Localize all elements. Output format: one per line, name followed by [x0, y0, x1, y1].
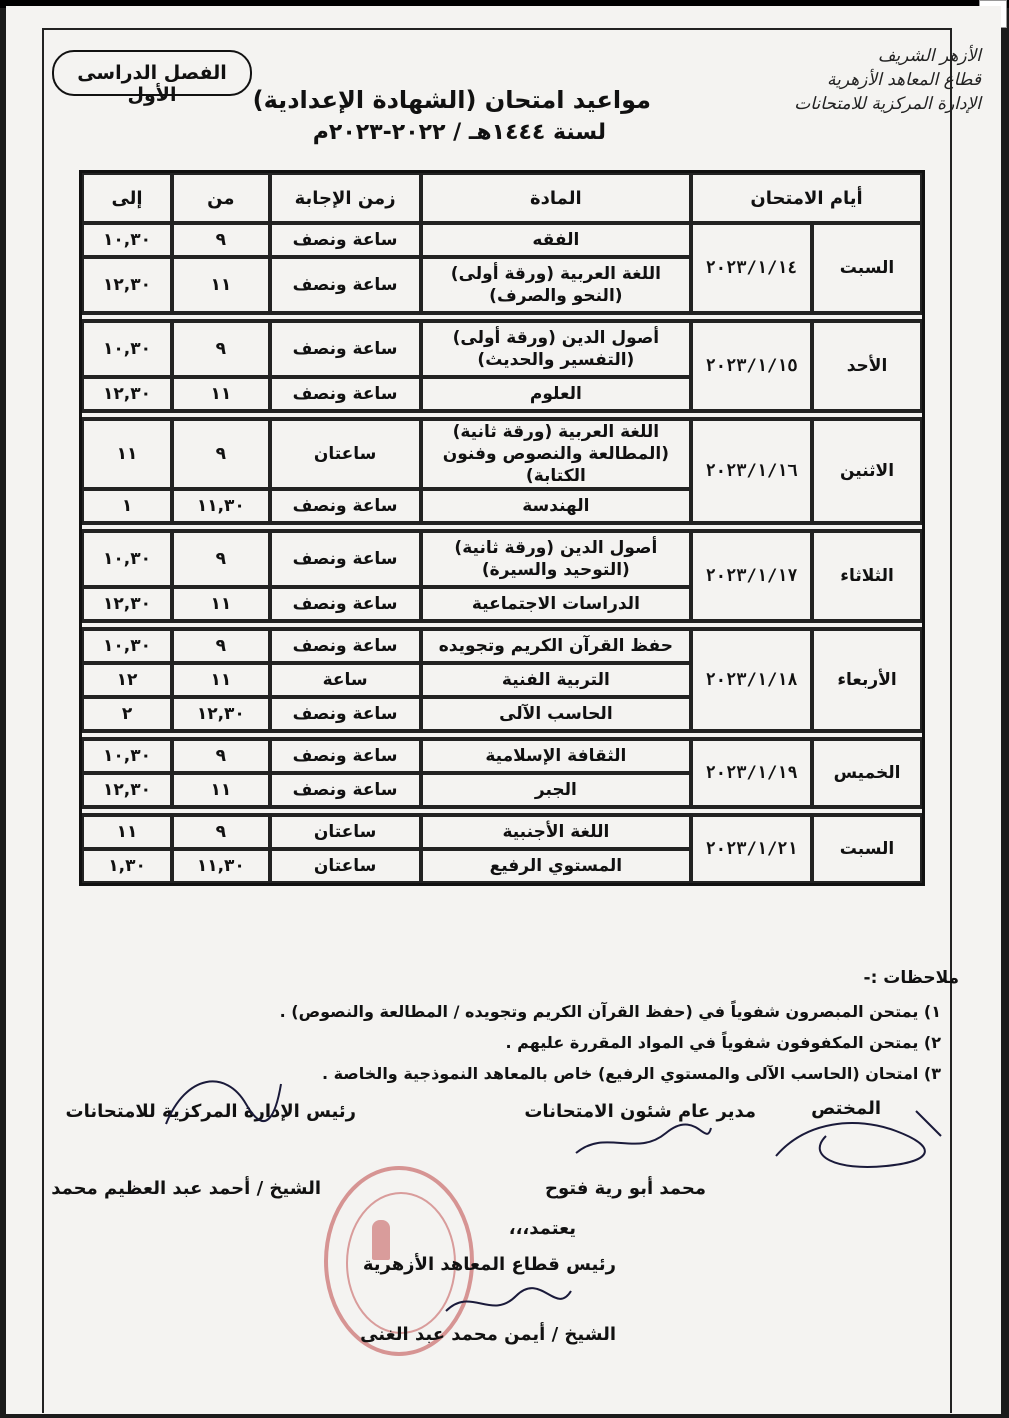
- exam-date: ٢٠٢٣/١/١٤: [691, 223, 812, 313]
- table-header-row: [82, 173, 922, 223]
- to-time-cell: ٢: [82, 697, 172, 731]
- table-row: [82, 223, 922, 257]
- duration-cell: ساعة: [270, 663, 421, 697]
- duration-cell: ساعة ونصف: [270, 257, 421, 313]
- subject-name: الهندسة: [522, 496, 590, 516]
- note-item: ٢) يمتحن المكفوفون شفوياً في المواد المقررة عليهم .: [505, 1033, 941, 1052]
- from-time-cell: ٩: [172, 739, 270, 773]
- group-separator: [82, 411, 922, 419]
- duration-cell: ساعة ونصف: [270, 489, 421, 523]
- subject-name: الجبر: [534, 780, 577, 800]
- exam-date: ٢٠٢٣/١/١٨: [691, 629, 812, 731]
- note-item: ٣) امتحان (الحاسب الآلى والمستوي الرفيع) خاص بالمعاهد النموذجية والخاصة .: [321, 1064, 941, 1083]
- exam-day: السبت: [812, 223, 922, 313]
- sector-head-signature: [436, 1281, 576, 1326]
- document-sheet: [6, 6, 1001, 1414]
- header-duration: زمن الإجابة: [270, 173, 421, 223]
- exam-day: الثلاثاء: [812, 531, 922, 621]
- institution-line-1: الأزهر الشريف: [877, 46, 981, 66]
- subject-name: اللغة الأجنبية: [502, 822, 610, 842]
- exam-date: ٢٠٢٣/١/١٩: [691, 739, 812, 807]
- subject-name: الدراسات الاجتماعية: [471, 594, 640, 614]
- to-time-cell: ١٢,٣٠: [82, 377, 172, 411]
- to-time-cell: ١٢,٣٠: [82, 257, 172, 313]
- institution-header: [711, 44, 981, 116]
- exam-day: الخميس: [812, 739, 922, 807]
- subject-cell: [421, 773, 692, 807]
- subject-cell: [421, 531, 692, 587]
- subject-name: اللغة العربية (ورقة أولى): [450, 264, 661, 284]
- exam-day: الاثنين: [812, 419, 922, 523]
- from-time-cell: ١١: [172, 587, 270, 621]
- exam-day: الأحد: [812, 321, 922, 411]
- to-time-cell: ١١: [82, 815, 172, 849]
- subject-name: الحاسب الآلى: [499, 704, 613, 724]
- header-from: من: [172, 173, 270, 223]
- to-time-cell: ١١: [82, 419, 172, 489]
- duration-cell: ساعة ونصف: [270, 587, 421, 621]
- subject-cell: [421, 663, 692, 697]
- subject-cell: [421, 223, 692, 257]
- director-title: مدير عام شئون الامتحانات: [524, 1101, 756, 1122]
- table-row: [82, 531, 922, 587]
- from-time-cell: ١١: [172, 773, 270, 807]
- group-separator: [82, 523, 922, 531]
- head-title: رئيس الإدارة المركزية للامتحانات: [65, 1101, 356, 1122]
- duration-cell: ساعتان: [270, 419, 421, 489]
- group-separator: [82, 313, 922, 321]
- from-time-cell: ٩: [172, 419, 270, 489]
- exam-date: ٢٠٢٣/١/١٧: [691, 531, 812, 621]
- table-row: [82, 321, 922, 377]
- subject-detail: (النحو والصرف): [489, 286, 623, 306]
- term-badge: [52, 50, 252, 106]
- subject-cell: [421, 377, 692, 411]
- group-separator: [82, 731, 922, 739]
- header-subject: المادة: [421, 173, 692, 223]
- from-time-cell: ١١,٣٠: [172, 849, 270, 883]
- exam-schedule-table: [79, 170, 925, 886]
- to-time-cell: ١,٣٠: [82, 849, 172, 883]
- to-time-cell: ١٠,٣٠: [82, 531, 172, 587]
- from-time-cell: ١١: [172, 663, 270, 697]
- exam-date: ٢٠٢٣/١/١٦: [691, 419, 812, 523]
- subject-cell: [421, 587, 692, 621]
- from-time-cell: ١٢,٣٠: [172, 697, 270, 731]
- subject-name: الثقافة الإسلامية: [485, 746, 627, 766]
- subject-cell: [421, 321, 692, 377]
- subject-detail: (التوحيد والسيرة): [481, 560, 630, 580]
- subject-name: التربية الفنية: [501, 670, 610, 690]
- subject-name: حفظ القرآن الكريم وتجويده: [438, 636, 674, 656]
- institution-line-2: قطاع المعاهد الأزهرية: [826, 70, 981, 90]
- from-time-cell: ٩: [172, 531, 270, 587]
- duration-cell: ساعة ونصف: [270, 223, 421, 257]
- to-time-cell: ١: [82, 489, 172, 523]
- exam-date: ٢٠٢٣/١/٢١: [691, 815, 812, 883]
- term-badge-label: الفصل الدراسى الأول: [77, 62, 227, 106]
- to-time-cell: ١٠,٣٠: [82, 629, 172, 663]
- subject-cell: [421, 739, 692, 773]
- subject-cell: [421, 489, 692, 523]
- subject-name: أصول الدين (ورقة ثانية): [454, 538, 658, 558]
- subject-cell: [421, 629, 692, 663]
- sector-head-title: رئيس قطاع المعاهد الأزهرية: [362, 1254, 616, 1275]
- header-to: إلى: [82, 173, 172, 223]
- subject-name: المستوي الرفيع: [489, 856, 623, 876]
- subject-cell: [421, 849, 692, 883]
- from-time-cell: ١١: [172, 257, 270, 313]
- duration-cell: ساعتان: [270, 815, 421, 849]
- page-subtitle: لسنة ١٤٤٤هـ / ٢٠٢٢-٢٠٢٣م: [312, 120, 606, 145]
- subject-name: اللغة العربية (ورقة ثانية): [452, 422, 660, 442]
- group-separator: [82, 621, 922, 629]
- exam-day: الأربعاء: [812, 629, 922, 731]
- table-row: [82, 419, 922, 489]
- duration-cell: ساعة ونصف: [270, 377, 421, 411]
- head-signature: [156, 1064, 286, 1134]
- to-time-cell: ١٢,٣٠: [82, 773, 172, 807]
- from-time-cell: ٩: [172, 223, 270, 257]
- to-time-cell: ١٠,٣٠: [82, 321, 172, 377]
- from-time-cell: ٩: [172, 321, 270, 377]
- table-row: [82, 739, 922, 773]
- duration-cell: ساعة ونصف: [270, 531, 421, 587]
- duration-cell: ساعة ونصف: [270, 629, 421, 663]
- specialist-title: المختص: [811, 1098, 881, 1119]
- subject-detail: (المطالعة والنصوص وفنون الكتابة): [442, 444, 669, 486]
- from-time-cell: ٩: [172, 815, 270, 849]
- from-time-cell: ١١: [172, 377, 270, 411]
- duration-cell: ساعة ونصف: [270, 773, 421, 807]
- table-row: [82, 815, 922, 849]
- subject-name: العلوم: [529, 384, 582, 404]
- subject-detail: (التفسير والحديث): [477, 350, 635, 370]
- subject-name: أصول الدين (ورقة أولى): [452, 328, 660, 348]
- subject-cell: [421, 257, 692, 313]
- institution-line-3: الإدارة المركزية للامتحانات: [794, 94, 981, 114]
- exam-day: السبت: [812, 815, 922, 883]
- to-time-cell: ١٠,٣٠: [82, 223, 172, 257]
- sector-head-name: الشيخ / أيمن محمد عبد الغنى: [360, 1324, 616, 1345]
- director-signature: [566, 1118, 716, 1168]
- director-name: محمد أبو رية فتوح: [544, 1178, 706, 1199]
- duration-cell: ساعة ونصف: [270, 321, 421, 377]
- page-title: مواعيد امتحان (الشهادة الإعدادية): [252, 86, 651, 114]
- group-separator: [82, 807, 922, 815]
- exam-date: ٢٠٢٣/١/١٥: [691, 321, 812, 411]
- subject-cell: [421, 697, 692, 731]
- specialist-signature: [766, 1106, 946, 1181]
- head-name: الشيخ / أحمد عبد العظيم محمد: [51, 1178, 321, 1199]
- approval-label: يعتمد،،،: [508, 1218, 576, 1239]
- notes-title: ملاحظات :-: [863, 968, 959, 988]
- from-time-cell: ٩: [172, 629, 270, 663]
- note-item: ١) يمتحن المبصرون شفوياً في (حفظ القرآن الكريم وتجويده / المطالعة والنصوص) .: [279, 1002, 941, 1021]
- subject-name: الفقه: [532, 230, 580, 250]
- to-time-cell: ١٢,٣٠: [82, 587, 172, 621]
- to-time-cell: ١٢: [82, 663, 172, 697]
- from-time-cell: ١١,٣٠: [172, 489, 270, 523]
- duration-cell: ساعة ونصف: [270, 697, 421, 731]
- to-time-cell: ١٠,٣٠: [82, 739, 172, 773]
- duration-cell: ساعتان: [270, 849, 421, 883]
- table-row: [82, 629, 922, 663]
- header-days: أيام الامتحان: [691, 173, 922, 223]
- subject-cell: [421, 815, 692, 849]
- subject-cell: [421, 419, 692, 489]
- duration-cell: ساعة ونصف: [270, 739, 421, 773]
